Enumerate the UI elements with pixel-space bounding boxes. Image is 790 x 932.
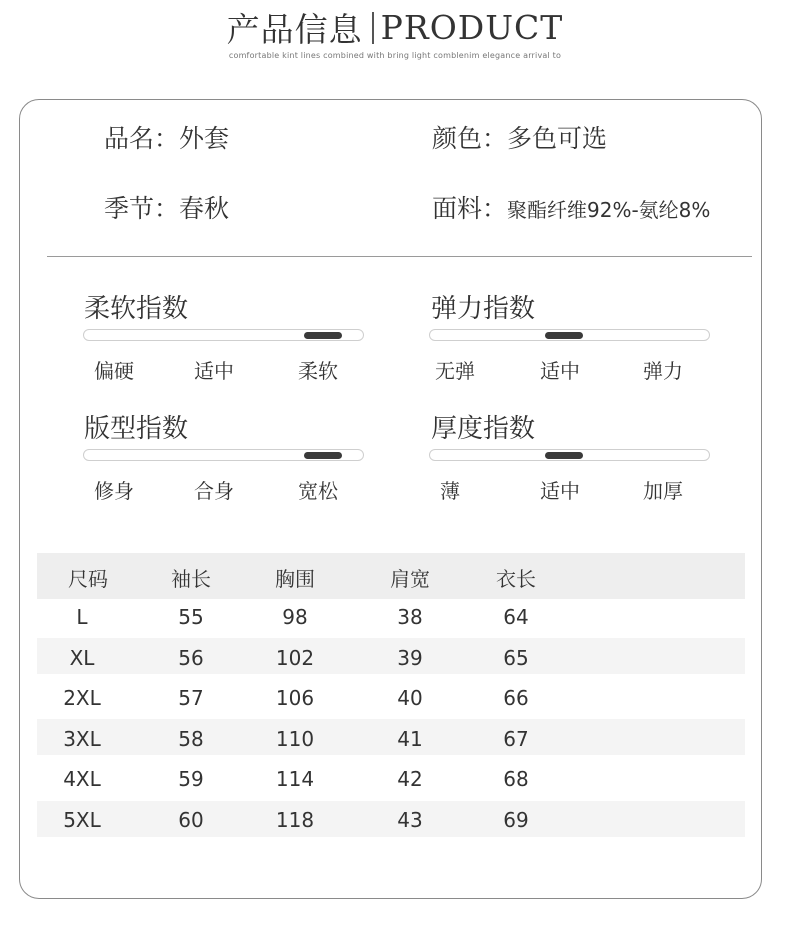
table-cell: 43 bbox=[397, 808, 423, 832]
table-size-cell: 4XL bbox=[63, 767, 101, 791]
table-size-cell: 2XL bbox=[63, 686, 101, 710]
elasticity-level-low: 无弹 bbox=[435, 359, 475, 383]
table-cell: 55 bbox=[178, 605, 204, 629]
table-cell: 69 bbox=[503, 808, 529, 832]
title-separator bbox=[372, 12, 374, 44]
table-header-cell: 尺码 bbox=[68, 567, 108, 591]
table-header-cell: 衣长 bbox=[496, 567, 536, 591]
thickness-index-marker bbox=[545, 452, 583, 459]
fit-level-mid: 合身 bbox=[194, 479, 234, 503]
product-season: 季节：春秋 bbox=[104, 194, 230, 223]
product-fabric bbox=[432, 189, 710, 225]
table-cell: 98 bbox=[282, 605, 308, 629]
title-row bbox=[0, 4, 790, 51]
page-header bbox=[0, 0, 790, 80]
fit-level-high: 宽松 bbox=[298, 479, 338, 503]
title-chinese: 产品信息 bbox=[226, 10, 363, 49]
table-cell: 41 bbox=[397, 727, 423, 751]
softness-level-low: 偏硬 bbox=[94, 359, 134, 383]
fit-level-low: 修身 bbox=[94, 479, 134, 503]
softness-index-title: 柔软指数 bbox=[84, 294, 189, 324]
table-header-cell: 肩宽 bbox=[390, 567, 430, 591]
fit-index-title: 版型指数 bbox=[84, 414, 189, 444]
table-cell: 42 bbox=[397, 767, 423, 791]
table-size-cell: L bbox=[76, 605, 88, 629]
thickness-index-title: 厚度指数 bbox=[431, 414, 536, 444]
table-cell: 106 bbox=[275, 686, 315, 710]
table-cell: 40 bbox=[397, 686, 423, 710]
table-cell: 59 bbox=[178, 767, 204, 791]
table-cell: 56 bbox=[178, 646, 204, 670]
table-cell: 57 bbox=[178, 686, 204, 710]
table-header-cell: 袖长 bbox=[171, 567, 211, 591]
table-cell: 68 bbox=[503, 767, 529, 791]
elasticity-index-title: 弹力指数 bbox=[431, 294, 536, 324]
thickness-index-track bbox=[429, 449, 710, 461]
table-size-cell: 3XL bbox=[63, 727, 101, 751]
fit-index-track bbox=[83, 449, 364, 461]
subtitle: comfortable kint lines combined with bring light comblenim elegance arrival to bbox=[228, 51, 562, 60]
table-cell: 64 bbox=[503, 605, 529, 629]
table-cell: 102 bbox=[275, 646, 315, 670]
elasticity-index-marker bbox=[545, 332, 583, 339]
table-size-cell: XL bbox=[69, 646, 95, 670]
fit-index-marker bbox=[304, 452, 342, 459]
elasticity-level-mid: 适中 bbox=[540, 359, 580, 383]
fabric-value: 聚酯纤维92%-氨纶8% bbox=[507, 198, 711, 222]
softness-index-track bbox=[83, 329, 364, 341]
fabric-label: 面料： bbox=[432, 194, 508, 223]
table-cell: 110 bbox=[275, 727, 315, 751]
table-cell: 66 bbox=[503, 686, 529, 710]
table-row-stripe bbox=[37, 719, 745, 755]
product-name: 品名：外套 bbox=[104, 124, 230, 153]
table-cell: 114 bbox=[275, 767, 315, 791]
table-cell: 118 bbox=[275, 808, 315, 832]
softness-index-marker bbox=[304, 332, 342, 339]
table-row-stripe bbox=[37, 638, 745, 674]
title-english: PRODUCT bbox=[380, 8, 564, 47]
section-divider bbox=[47, 256, 752, 257]
softness-level-mid: 适中 bbox=[194, 359, 234, 383]
table-cell: 60 bbox=[178, 808, 204, 832]
product-color: 颜色：多色可选 bbox=[432, 124, 608, 153]
table-cell: 67 bbox=[503, 727, 529, 751]
table-cell: 39 bbox=[397, 646, 423, 670]
table-cell: 58 bbox=[178, 727, 204, 751]
table-row-stripe bbox=[37, 801, 745, 837]
elasticity-index-track bbox=[429, 329, 710, 341]
table-cell: 38 bbox=[397, 605, 423, 629]
thickness-level-high: 加厚 bbox=[643, 479, 683, 503]
elasticity-level-high: 弹力 bbox=[643, 359, 683, 383]
table-size-cell: 5XL bbox=[63, 808, 101, 832]
table-cell: 65 bbox=[503, 646, 529, 670]
thickness-level-mid: 适中 bbox=[540, 479, 580, 503]
table-header-cell: 胸围 bbox=[275, 567, 315, 591]
softness-level-high: 柔软 bbox=[298, 359, 338, 383]
thickness-level-low: 薄 bbox=[440, 479, 460, 503]
